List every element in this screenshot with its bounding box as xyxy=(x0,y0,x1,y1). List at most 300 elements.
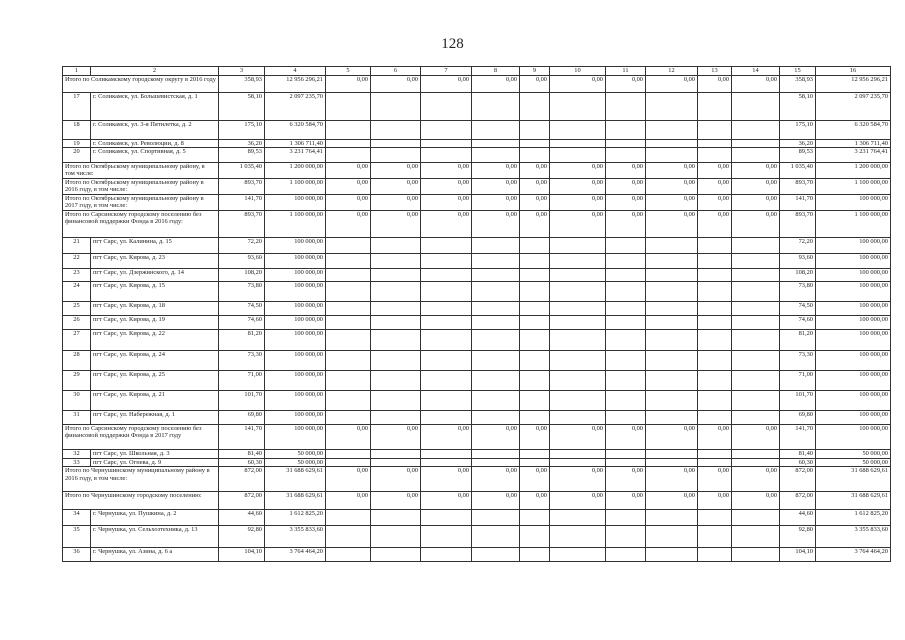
total-area-cell: 893,70 xyxy=(780,179,816,195)
empty-cell xyxy=(472,510,520,526)
address-cell: пгт Сарс, ул. Огнева, д. 9 xyxy=(91,459,219,467)
empty-cell xyxy=(326,282,371,302)
empty-cell xyxy=(472,316,520,330)
area-cell: 72,20 xyxy=(219,238,265,254)
cost-cell: 100 000,00 xyxy=(265,195,326,211)
amount-cell: 0,00 xyxy=(732,76,780,93)
cost-cell: 100 000,00 xyxy=(265,391,326,411)
area-cell: 36,20 xyxy=(219,140,265,148)
amount-cell: 0,00 xyxy=(371,163,421,179)
total-area-cell: 141,70 xyxy=(780,425,816,450)
column-number-cell: 1 xyxy=(63,67,91,76)
total-area-cell: 73,30 xyxy=(780,351,816,371)
amount-cell: 0,00 xyxy=(646,492,698,510)
total-area-cell: 60,30 xyxy=(780,459,816,467)
total-area-cell: 108,20 xyxy=(780,269,816,282)
amount-cell: 0,00 xyxy=(371,211,421,238)
amount-cell: 0,00 xyxy=(606,76,646,93)
amount-cell: 0,00 xyxy=(606,179,646,195)
empty-cell xyxy=(646,316,698,330)
amount-cell: 0,00 xyxy=(421,179,472,195)
total-cost-cell: 1 200 000,00 xyxy=(816,163,891,179)
total-area-cell: 1 035,40 xyxy=(780,163,816,179)
empty-cell xyxy=(550,459,606,467)
area-cell: 893,70 xyxy=(219,179,265,195)
empty-cell xyxy=(732,411,780,425)
row-number: 23 xyxy=(63,269,91,282)
empty-cell xyxy=(326,254,371,269)
column-number-row xyxy=(63,67,891,76)
total-cost-cell: 1 100 000,00 xyxy=(816,211,891,238)
amount-cell: 0,00 xyxy=(326,179,371,195)
row-number: 32 xyxy=(63,450,91,459)
amount-cell: 0,00 xyxy=(520,467,550,492)
subtotal-row xyxy=(63,195,891,211)
table-row xyxy=(63,148,891,163)
address-cell: пгт Сарс, ул. Кирова, д. 22 xyxy=(91,330,219,351)
row-number: 26 xyxy=(63,316,91,330)
total-cost-cell: 2 097 235,70 xyxy=(816,93,891,121)
total-cost-cell: 100 000,00 xyxy=(816,302,891,316)
amount-cell: 0,00 xyxy=(326,211,371,238)
empty-cell xyxy=(550,121,606,140)
amount-cell: 0,00 xyxy=(732,492,780,510)
empty-cell xyxy=(732,459,780,467)
empty-cell xyxy=(698,254,732,269)
empty-cell xyxy=(371,93,421,121)
total-area-cell: 175,10 xyxy=(780,121,816,140)
empty-cell xyxy=(606,330,646,351)
address-cell: пгт Сарс, ул. Дзержинского, д. 14 xyxy=(91,269,219,282)
empty-cell xyxy=(326,93,371,121)
empty-cell xyxy=(606,510,646,526)
total-cost-cell: 3 764 464,20 xyxy=(816,548,891,562)
empty-cell xyxy=(326,548,371,562)
column-number-cell: 7 xyxy=(421,67,472,76)
empty-cell xyxy=(550,526,606,548)
empty-cell xyxy=(421,371,472,391)
empty-cell xyxy=(421,510,472,526)
total-cost-cell: 31 688 629,61 xyxy=(816,492,891,510)
empty-cell xyxy=(606,459,646,467)
empty-cell xyxy=(606,411,646,425)
empty-cell xyxy=(421,548,472,562)
empty-cell xyxy=(520,254,550,269)
total-area-cell: 81,20 xyxy=(780,330,816,351)
empty-cell xyxy=(646,330,698,351)
amount-cell: 0,00 xyxy=(550,467,606,492)
amount-cell: 0,00 xyxy=(646,163,698,179)
total-area-cell: 44,60 xyxy=(780,510,816,526)
amount-cell: 0,00 xyxy=(606,492,646,510)
empty-cell xyxy=(550,316,606,330)
total-cost-cell: 100 000,00 xyxy=(816,195,891,211)
amount-cell: 0,00 xyxy=(326,163,371,179)
total-cost-cell: 3 355 833,60 xyxy=(816,526,891,548)
empty-cell xyxy=(698,459,732,467)
address-cell: пгт Сарс, ул. Кирова, д. 19 xyxy=(91,316,219,330)
amount-cell: 0,00 xyxy=(472,163,520,179)
amount-cell: 0,00 xyxy=(520,179,550,195)
table-row xyxy=(63,238,891,254)
empty-cell xyxy=(732,330,780,351)
empty-cell xyxy=(421,282,472,302)
amount-cell: 0,00 xyxy=(606,163,646,179)
empty-cell xyxy=(520,371,550,391)
cost-cell: 100 000,00 xyxy=(265,269,326,282)
empty-cell xyxy=(421,140,472,148)
amount-cell: 0,00 xyxy=(326,425,371,450)
empty-cell xyxy=(421,411,472,425)
empty-cell xyxy=(326,238,371,254)
empty-cell xyxy=(421,93,472,121)
table-row xyxy=(63,302,891,316)
table-row xyxy=(63,548,891,562)
page-number: 128 xyxy=(441,36,464,52)
amount-cell: 0,00 xyxy=(326,492,371,510)
empty-cell xyxy=(732,254,780,269)
empty-cell xyxy=(732,121,780,140)
area-cell: 104,10 xyxy=(219,548,265,562)
table-row xyxy=(63,316,891,330)
area-cell: 58,10 xyxy=(219,93,265,121)
empty-cell xyxy=(732,526,780,548)
empty-cell xyxy=(326,269,371,282)
total-cost-cell: 100 000,00 xyxy=(816,316,891,330)
cost-cell: 1 100 000,00 xyxy=(265,179,326,195)
empty-cell xyxy=(606,351,646,371)
cost-cell: 100 000,00 xyxy=(265,425,326,450)
empty-cell xyxy=(732,371,780,391)
amount-cell: 0,00 xyxy=(472,76,520,93)
row-number: 35 xyxy=(63,526,91,548)
total-cost-cell: 100 000,00 xyxy=(816,351,891,371)
table-row xyxy=(63,459,891,467)
amount-cell: 0,00 xyxy=(421,163,472,179)
empty-cell xyxy=(550,411,606,425)
empty-cell xyxy=(646,148,698,163)
empty-cell xyxy=(326,459,371,467)
empty-cell xyxy=(606,548,646,562)
empty-cell xyxy=(371,121,421,140)
empty-cell xyxy=(326,316,371,330)
area-cell: 101,70 xyxy=(219,391,265,411)
empty-cell xyxy=(698,548,732,562)
empty-cell xyxy=(371,238,421,254)
empty-cell xyxy=(421,254,472,269)
total-area-cell: 81,40 xyxy=(780,450,816,459)
empty-cell xyxy=(371,510,421,526)
amount-cell: 0,00 xyxy=(520,211,550,238)
cost-cell: 100 000,00 xyxy=(265,302,326,316)
column-number-cell: 14 xyxy=(732,67,780,76)
subtotal-label: Итого по Октябрьскому муниципальному району, в том числе: xyxy=(63,163,219,179)
row-number: 22 xyxy=(63,254,91,269)
column-number-cell: 13 xyxy=(698,67,732,76)
empty-cell xyxy=(646,411,698,425)
total-cost-cell: 31 688 629,61 xyxy=(816,467,891,492)
cost-cell: 3 764 464,20 xyxy=(265,548,326,562)
area-cell: 60,30 xyxy=(219,459,265,467)
amount-cell: 0,00 xyxy=(472,492,520,510)
empty-cell xyxy=(646,282,698,302)
empty-cell xyxy=(698,371,732,391)
empty-cell xyxy=(326,302,371,316)
column-number-cell: 6 xyxy=(371,67,421,76)
row-number: 27 xyxy=(63,330,91,351)
empty-cell xyxy=(326,510,371,526)
subtotal-row xyxy=(63,467,891,492)
cost-cell: 1 306 711,40 xyxy=(265,140,326,148)
area-cell: 175,10 xyxy=(219,121,265,140)
area-cell: 93,60 xyxy=(219,254,265,269)
empty-cell xyxy=(421,450,472,459)
empty-cell xyxy=(732,510,780,526)
empty-cell xyxy=(472,459,520,467)
empty-cell xyxy=(550,302,606,316)
cost-cell: 6 320 584,70 xyxy=(265,121,326,140)
amount-cell: 0,00 xyxy=(698,467,732,492)
empty-cell xyxy=(326,526,371,548)
cost-cell: 3 231 764,41 xyxy=(265,148,326,163)
total-cost-cell: 100 000,00 xyxy=(816,391,891,411)
amount-cell: 0,00 xyxy=(550,195,606,211)
address-cell: г. Соликамск, ул. Спортивная, д. 5 xyxy=(91,148,219,163)
amount-cell: 0,00 xyxy=(421,76,472,93)
empty-cell xyxy=(550,450,606,459)
empty-cell xyxy=(550,282,606,302)
total-area-cell: 893,70 xyxy=(780,211,816,238)
empty-cell xyxy=(520,269,550,282)
amount-cell: 0,00 xyxy=(698,425,732,450)
area-cell: 89,53 xyxy=(219,148,265,163)
empty-cell xyxy=(550,510,606,526)
empty-cell xyxy=(550,254,606,269)
amount-cell: 0,00 xyxy=(698,76,732,93)
empty-cell xyxy=(732,391,780,411)
amount-cell: 0,00 xyxy=(732,211,780,238)
table-row xyxy=(63,140,891,148)
subtotal-row xyxy=(63,179,891,195)
address-cell: пгт Сарс, ул. Кирова, д. 18 xyxy=(91,302,219,316)
row-number: 19 xyxy=(63,140,91,148)
empty-cell xyxy=(326,411,371,425)
row-number: 36 xyxy=(63,548,91,562)
area-cell: 92,80 xyxy=(219,526,265,548)
column-number-cell: 15 xyxy=(780,67,816,76)
empty-cell xyxy=(371,548,421,562)
area-cell: 73,80 xyxy=(219,282,265,302)
total-cost-cell: 1 306 711,40 xyxy=(816,140,891,148)
total-cost-cell: 50 000,00 xyxy=(816,459,891,467)
amount-cell: 0,00 xyxy=(371,76,421,93)
total-area-cell: 93,60 xyxy=(780,254,816,269)
area-cell: 872,00 xyxy=(219,492,265,510)
row-number: 34 xyxy=(63,510,91,526)
empty-cell xyxy=(520,351,550,371)
empty-cell xyxy=(326,330,371,351)
empty-cell xyxy=(371,526,421,548)
empty-cell xyxy=(698,140,732,148)
row-number: 17 xyxy=(63,93,91,121)
table-row xyxy=(63,121,891,140)
empty-cell xyxy=(472,351,520,371)
empty-cell xyxy=(732,140,780,148)
empty-cell xyxy=(646,269,698,282)
total-cost-cell: 100 000,00 xyxy=(816,425,891,450)
amount-cell: 0,00 xyxy=(550,179,606,195)
row-number: 21 xyxy=(63,238,91,254)
empty-cell xyxy=(421,526,472,548)
total-cost-cell: 100 000,00 xyxy=(816,238,891,254)
empty-cell xyxy=(472,148,520,163)
empty-cell xyxy=(472,411,520,425)
cost-cell: 2 097 235,70 xyxy=(265,93,326,121)
empty-cell xyxy=(646,238,698,254)
empty-cell xyxy=(698,93,732,121)
empty-cell xyxy=(371,302,421,316)
cost-cell: 100 000,00 xyxy=(265,330,326,351)
total-area-cell: 73,80 xyxy=(780,282,816,302)
empty-cell xyxy=(371,411,421,425)
amount-cell: 0,00 xyxy=(520,163,550,179)
total-area-cell: 92,80 xyxy=(780,526,816,548)
empty-cell xyxy=(732,282,780,302)
address-cell: пгт Сарс, ул. Кирова, д. 24 xyxy=(91,351,219,371)
amount-cell: 0,00 xyxy=(606,425,646,450)
amount-cell: 0,00 xyxy=(550,425,606,450)
table-row xyxy=(63,269,891,282)
amount-cell: 0,00 xyxy=(732,425,780,450)
empty-cell xyxy=(732,316,780,330)
empty-cell xyxy=(606,371,646,391)
row-number: 25 xyxy=(63,302,91,316)
cost-cell: 100 000,00 xyxy=(265,254,326,269)
empty-cell xyxy=(732,148,780,163)
amount-cell: 0,00 xyxy=(550,163,606,179)
subtotal-label: Итого по Чернушинскому муниципальному району в 2016 году, в том числе: xyxy=(63,467,219,492)
empty-cell xyxy=(606,526,646,548)
amount-cell: 0,00 xyxy=(472,179,520,195)
empty-cell xyxy=(421,238,472,254)
cost-cell: 1 200 000,00 xyxy=(265,163,326,179)
empty-cell xyxy=(371,282,421,302)
subtotal-label: Итого по Сарсинскому городскому поселению без финансовой поддержки Фонда в 2016 году: xyxy=(63,211,219,238)
table-row xyxy=(63,371,891,391)
empty-cell xyxy=(371,351,421,371)
area-cell: 141,70 xyxy=(219,195,265,211)
column-number-cell: 10 xyxy=(550,67,606,76)
amount-cell: 0,00 xyxy=(646,467,698,492)
empty-cell xyxy=(472,121,520,140)
total-cost-cell: 12 956 296,21 xyxy=(816,76,891,93)
area-cell: 44,60 xyxy=(219,510,265,526)
area-cell: 69,80 xyxy=(219,411,265,425)
empty-cell xyxy=(326,391,371,411)
amount-cell: 0,00 xyxy=(698,163,732,179)
table-row xyxy=(63,282,891,302)
amount-cell: 0,00 xyxy=(646,425,698,450)
empty-cell xyxy=(698,526,732,548)
column-number-cell: 2 xyxy=(91,67,219,76)
empty-cell xyxy=(698,411,732,425)
empty-cell xyxy=(326,351,371,371)
subtotal-label: Итого по Октябрьскому муниципальному району в 2017 году, в том числе: xyxy=(63,195,219,211)
amount-cell: 0,00 xyxy=(646,211,698,238)
total-area-cell: 74,50 xyxy=(780,302,816,316)
area-cell: 73,30 xyxy=(219,351,265,371)
empty-cell xyxy=(520,330,550,351)
empty-cell xyxy=(371,140,421,148)
empty-cell xyxy=(421,330,472,351)
amount-cell: 0,00 xyxy=(606,211,646,238)
empty-cell xyxy=(606,140,646,148)
empty-cell xyxy=(698,316,732,330)
address-cell: г. Чернушка, ул. Пушкина, д. 2 xyxy=(91,510,219,526)
total-area-cell: 358,93 xyxy=(780,76,816,93)
subtotal-row xyxy=(63,211,891,238)
table-body xyxy=(63,67,891,562)
total-area-cell: 89,53 xyxy=(780,148,816,163)
total-area-cell: 71,00 xyxy=(780,371,816,391)
total-area-cell: 69,80 xyxy=(780,411,816,425)
row-number: 28 xyxy=(63,351,91,371)
empty-cell xyxy=(371,459,421,467)
amount-cell: 0,00 xyxy=(520,425,550,450)
cost-cell: 100 000,00 xyxy=(265,282,326,302)
empty-cell xyxy=(520,282,550,302)
empty-cell xyxy=(421,121,472,140)
empty-cell xyxy=(421,459,472,467)
table-row xyxy=(63,351,891,371)
empty-cell xyxy=(472,450,520,459)
empty-cell xyxy=(646,93,698,121)
address-cell: г. Соликамск, ул. 3-я Пятилетка, д. 2 xyxy=(91,121,219,140)
empty-cell xyxy=(698,351,732,371)
area-cell: 1 035,40 xyxy=(219,163,265,179)
subtotal-row xyxy=(63,163,891,179)
total-area-cell: 36,20 xyxy=(780,140,816,148)
cost-cell: 50 000,00 xyxy=(265,459,326,467)
amount-cell: 0,00 xyxy=(371,179,421,195)
table-row xyxy=(63,510,891,526)
empty-cell xyxy=(520,148,550,163)
empty-cell xyxy=(550,238,606,254)
empty-cell xyxy=(472,391,520,411)
amount-cell: 0,00 xyxy=(698,492,732,510)
amount-cell: 0,00 xyxy=(550,211,606,238)
column-number-cell: 16 xyxy=(816,67,891,76)
amount-cell: 0,00 xyxy=(732,179,780,195)
empty-cell xyxy=(550,93,606,121)
empty-cell xyxy=(472,302,520,316)
total-cost-cell: 100 000,00 xyxy=(816,330,891,351)
empty-cell xyxy=(550,391,606,411)
cost-cell: 100 000,00 xyxy=(265,316,326,330)
subtotal-label: Итого по Сарсинскому городскому поселению без финансовой поддержки Фонда в 2017 году xyxy=(63,425,219,450)
cost-cell: 100 000,00 xyxy=(265,238,326,254)
address-cell: г. Чернушка, ул. Азина, д. 6 а xyxy=(91,548,219,562)
empty-cell xyxy=(371,330,421,351)
amount-cell: 0,00 xyxy=(520,492,550,510)
area-cell: 108,20 xyxy=(219,269,265,282)
empty-cell xyxy=(698,238,732,254)
empty-cell xyxy=(520,526,550,548)
amount-cell: 0,00 xyxy=(520,76,550,93)
empty-cell xyxy=(606,282,646,302)
cost-cell: 31 688 629,61 xyxy=(265,492,326,510)
empty-cell xyxy=(646,510,698,526)
